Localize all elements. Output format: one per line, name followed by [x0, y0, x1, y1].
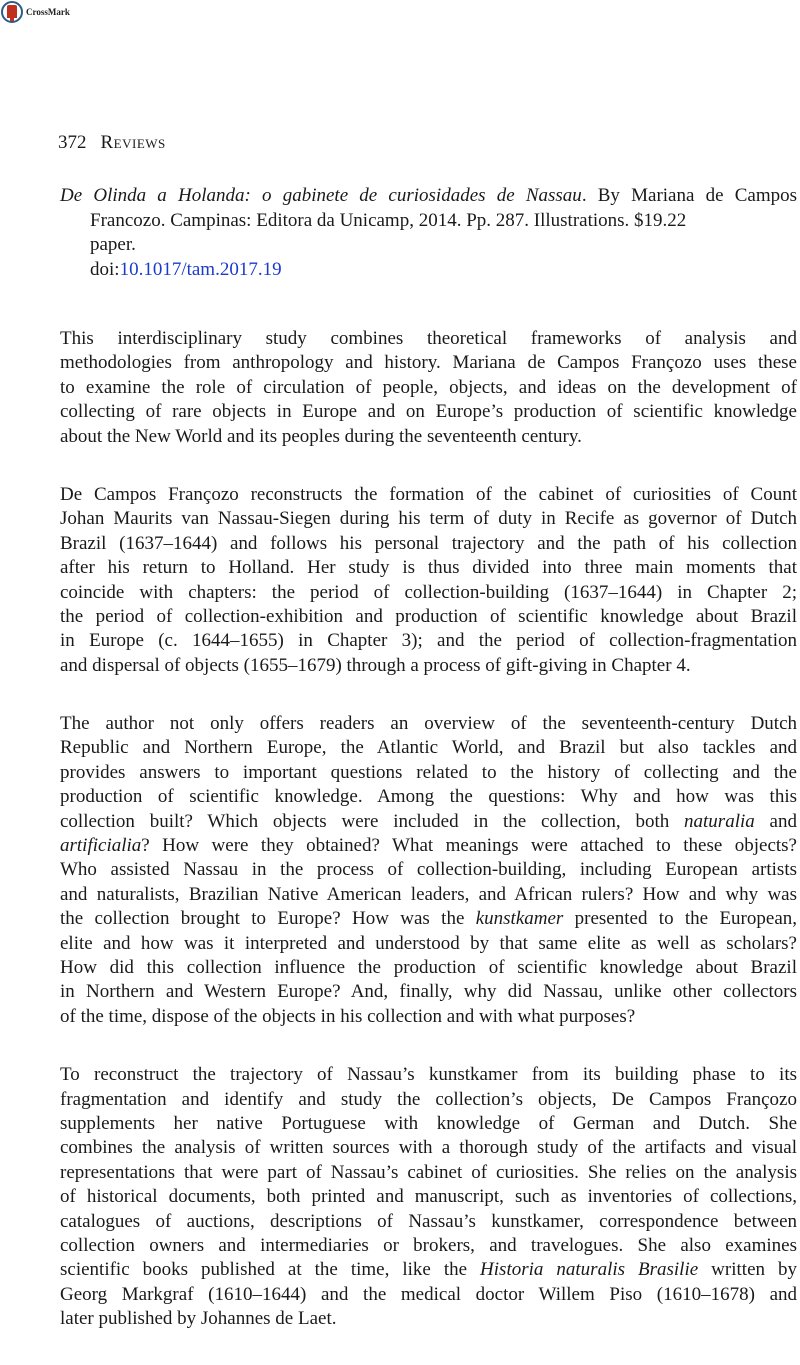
text-segment: to examine the role of circulation of people, objects, and ideas on the development of: [60, 376, 797, 398]
text-segment: scientific books published at the time, like the: [60, 1259, 481, 1281]
text-segment: methodologies from anthropology and history. Mariana de Campos Françozo uses these: [60, 352, 797, 374]
citation-format: paper.: [90, 234, 136, 256]
text-segment: collecting of rare objects in Europe and on Europe’s production of scientific knowledge: [60, 401, 797, 423]
text-line: [60, 654, 797, 678]
text-line: [60, 932, 797, 956]
text-line: [60, 376, 797, 400]
text-line: [60, 1185, 797, 1209]
text-segment: De Campos Françozo reconstructs the formation of the cabinet of curiosities of Count: [60, 483, 797, 505]
book-citation: [60, 184, 797, 282]
italic-term: kunstkamer: [475, 908, 564, 930]
text-line: [60, 1161, 797, 1185]
text-line: [60, 1307, 797, 1331]
doi-link[interactable]: 10.1017/tam.2017.19: [119, 258, 282, 280]
text-segment: supplements her native Portuguese with knowledge of German and Dutch. She: [60, 1112, 797, 1134]
text-line: [60, 712, 797, 736]
text-line: [60, 1063, 797, 1087]
text-segment: Who assisted Nassau in the process of collection-building, including European artists: [60, 859, 797, 881]
review-body: [60, 327, 797, 1365]
text-segment: and naturalists, Brazilian Native American leaders, and African rulers? How and why was: [60, 883, 797, 905]
text-segment: and: [754, 810, 797, 832]
text-line: [60, 507, 797, 531]
doi-prefix: doi:: [90, 258, 120, 280]
text-line: [60, 556, 797, 580]
text-line: [60, 1283, 797, 1307]
text-segment: elite and how was it interpreted and understood by that same elite as well as scholars?: [60, 932, 797, 954]
paragraph: [60, 483, 797, 678]
text-segment: provides answers to important questions related to the history of collecting and the: [60, 761, 797, 783]
paragraph: [60, 712, 797, 1029]
text-line: [60, 810, 797, 834]
text-line: [60, 858, 797, 882]
italic-term: artificialia: [60, 835, 142, 857]
text-line: [60, 327, 797, 351]
text-line: [60, 400, 797, 424]
running-header: [58, 132, 166, 154]
text-line: [60, 629, 797, 653]
paragraph: [60, 327, 797, 449]
text-line: [60, 761, 797, 785]
text-line: [60, 1234, 797, 1258]
text-segment: This interdisciplinary study combines theoretical frameworks of analysis and: [60, 328, 797, 349]
text-segment: about the New World and its peoples during the seventeenth century.: [60, 425, 582, 447]
text-segment: combines the analysis of written sources with a thorough study of the artifacts and visual: [60, 1137, 797, 1159]
text-segment: The author not only offers readers an overview of the seventeenth-century Dutch: [60, 713, 797, 735]
text-segment: in Europe (c. 1644–1655) in Chapter 3); and the period of collection-fragmentation: [60, 630, 797, 652]
text-segment: Republic and Northern Europe, the Atlantic World, and Brazil but also tackles and: [60, 737, 797, 759]
crossmark-label: CrossMark: [26, 6, 70, 17]
text-segment: Brazil (1637–1644) and follows his personal trajectory and the path of his collection: [60, 532, 797, 554]
text-segment: catalogues of auctions, descriptions of Nassau’s kunstkamer, correspondence between: [60, 1210, 797, 1232]
text-line: [60, 1112, 797, 1136]
text-segment: written by: [698, 1259, 798, 1281]
section-title: Reviews: [100, 132, 166, 153]
text-line: [60, 785, 797, 809]
text-segment: ? How were they obtained? What meanings were attached to these objects?: [141, 835, 797, 857]
text-line: [60, 1088, 797, 1112]
page-number: 372: [58, 132, 87, 153]
text-segment: and dispersal of objects (1655–1679) through a process of gift-giving in Chapter 4.: [60, 654, 691, 676]
text-segment: the period of collection-exhibition and production of scientific knowledge about Brazil: [60, 605, 797, 627]
text-segment: coincide with chapters: the period of collection-building (1637–1644) in Chapter 2;: [60, 581, 797, 603]
text-line: [60, 907, 797, 931]
text-line: [60, 1210, 797, 1234]
text-line: [60, 1136, 797, 1160]
citation-author: . By Mariana de Campos: [581, 185, 797, 206]
text-line: [60, 581, 797, 605]
text-segment: later published by Johannes de Laet.: [60, 1308, 337, 1330]
text-segment: production of scientific knowledge. Among the questions: Why and how was this: [60, 786, 797, 808]
text-segment: presented to the European,: [563, 908, 798, 930]
text-segment: representations that were part of Nassau’s cabinet of curiosities. She relies on the analysis: [60, 1161, 797, 1183]
text-segment: of the time, dispose of the objects in his collection and with what purposes?: [60, 1005, 636, 1027]
text-line: [60, 956, 797, 980]
text-line: [60, 605, 797, 629]
book-title: De Olinda a Holanda: o gabinete de curiosidades de Nassau: [60, 185, 582, 206]
crossmark-badge[interactable]: [0, 0, 70, 23]
text-line: [60, 736, 797, 760]
text-segment: of historical documents, both printed and manuscript, such as inventories of collections,: [60, 1186, 797, 1208]
text-line: [60, 1258, 797, 1282]
italic-term: Historia naturalis Brasilie: [480, 1259, 699, 1281]
text-line: [60, 351, 797, 375]
text-line: [60, 483, 797, 507]
text-line: [60, 532, 797, 556]
crossmark-icon: [1, 1, 23, 23]
text-segment: fragmentation and identify and study the collection’s objects, De Campos Françozo: [60, 1088, 797, 1110]
text-segment: Georg Markgraf (1610–1644) and the medical doctor Willem Piso (1610–1678) and: [60, 1283, 797, 1305]
paragraph: [60, 1063, 797, 1331]
text-line: [60, 834, 797, 858]
text-line: [60, 980, 797, 1004]
text-segment: after his return to Holland. Her study is thus divided into three main moments that: [60, 557, 797, 579]
text-segment: collection built? Which objects were included in the collection, both: [60, 810, 685, 832]
text-line: [60, 425, 797, 449]
citation-line-1: [60, 184, 797, 209]
citation-publication: Francozo. Campinas: Editora da Unicamp, 2014. Pp. 287. Illustrations. $19.22: [90, 209, 687, 231]
text-segment: To reconstruct the trajectory of Nassau’s kunstkamer from its building phase to its: [60, 1064, 797, 1086]
text-segment: the collection brought to Europe? How was the: [60, 908, 476, 930]
text-segment: How did this collection influence the production of scientific knowledge about Brazil: [60, 956, 797, 978]
text-line: [60, 883, 797, 907]
text-line: [60, 1005, 797, 1029]
citation-doi: [60, 258, 797, 283]
italic-term: naturalia: [684, 810, 755, 832]
text-segment: in Northern and Western Europe? And, finally, why did Nassau, unlike other collectors: [60, 981, 797, 1003]
text-segment: Johan Maurits van Nassau-Siegen during his term of duty in Recife as governor of Dutch: [60, 508, 797, 530]
text-segment: collection owners and intermediaries or brokers, and travelogues. She also examines: [60, 1234, 797, 1256]
